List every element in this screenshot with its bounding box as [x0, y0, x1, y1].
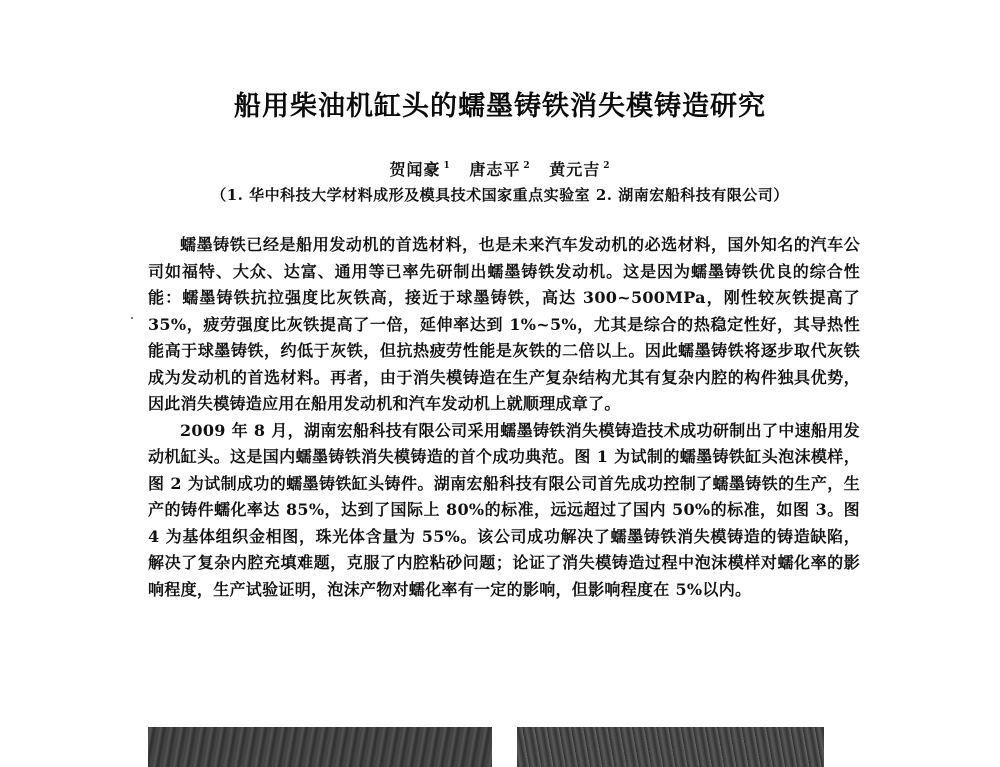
body-text: [148, 232, 860, 603]
author-affil-marker: 2: [523, 161, 531, 171]
author-line: [0, 157, 1000, 180]
author-name: 贺闻豪: [389, 160, 441, 179]
figure-photo-right: [517, 727, 824, 767]
author-affil-marker: 2: [603, 161, 611, 171]
author-3: [549, 160, 610, 179]
author-affil-marker: 1: [443, 161, 451, 171]
paragraph-2: 2009 年 8 月，湖南宏船科技有限公司采用蠕墨铸铁消失模铸造技术成功研制出了中速船用发动机缸头。这是国内蠕墨铸铁消失模铸造的首个成功典范。图 1 为试制的蠕墨铸铁缸头泡沫模样，图 2 为试制成功的蠕墨铸铁缸头铸件。湖南宏船科技有限公司首先成功控制了蠕墨铸铁的生产，生产的铸件蠕化率达 85%，达到了国际上 80%的标准，远远超过了国内 50%的标准，如图 3。图 4 为基体组织金相图，珠光体含量为 55%。该公司成功解决了蠕墨铸铁消失模铸造的铸造缺陷，解决了复杂内腔充填难题，克服了内腔粘砂问题；论证了消失模铸造过程中泡沫模样对蠕化率的影响程度，生产试验证明，泡沫产物对蠕化率有一定的影响，但影响程度在 5%以内。: [148, 420, 860, 599]
affiliation-line: （1. 华中科技大学材料成形及模具技术国家重点实验室 2. 湖南宏船科技有限公司）: [211, 186, 789, 204]
author-2: [469, 160, 530, 179]
scan-speck: [131, 317, 133, 319]
author-1: [390, 160, 451, 179]
author-name: 黄元吉: [549, 160, 601, 179]
paper-title: 船用柴油机缸头的蠕墨铸铁消失模铸造研究: [234, 91, 766, 122]
figure-photo-left: [148, 727, 492, 767]
author-name: 唐志平: [469, 160, 521, 179]
paragraph-1: 蠕墨铸铁已经是船用发动机的首选材料，也是未来汽车发动机的必选材料，国外知名的汽车公司如福特、大众、达富、通用等已率先研制出蠕墨铸铁发动机。这是因为蠕墨铸铁优良的综合性能：蠕墨铸铁抗拉强度比灰铁高，接近于球墨铸铁，高达 300~500MPa，刚性较灰铁提高了 35%，疲劳强度比灰铁提高了一倍，延伸率达到 1%~5%，尤其是综合的热稳定性好，其导热性能高于球墨铸铁，约低于灰铁，但抗热疲劳性能是灰铁的二倍以上。因此蠕墨铸铁将逐步取代灰铁成为发动机的首选材料。再者，由于消失模铸造在生产复杂结构尤其有复杂内腔的构件独具优势，因此消失模铸造应用在船用发动机和汽车发动机上就顺理成章了。: [148, 235, 860, 413]
